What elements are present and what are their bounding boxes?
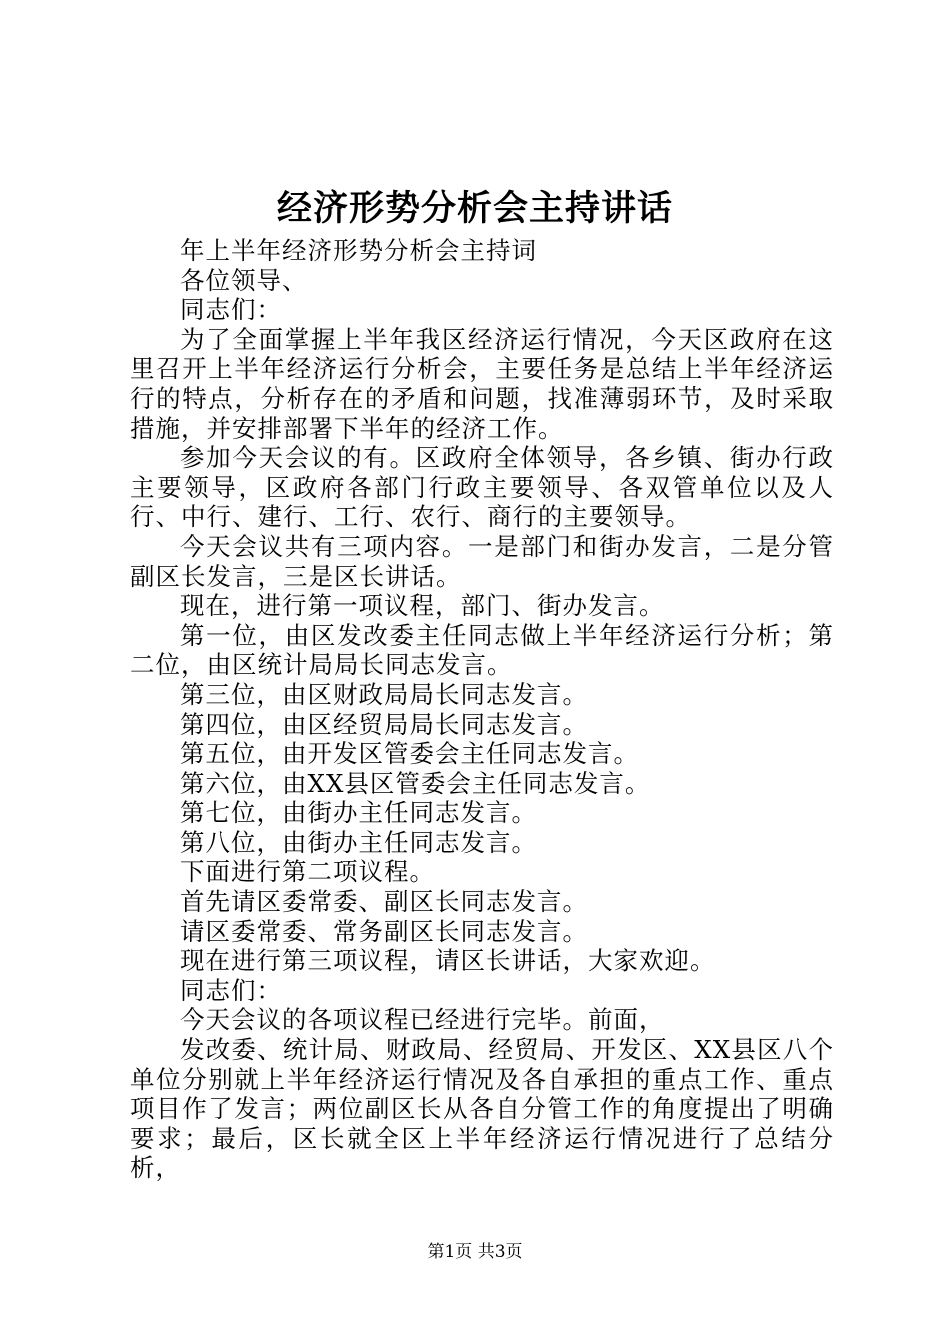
paragraph: 首先请区委常委、副区长同志发言。 <box>180 887 588 917</box>
paragraph: 下面进行第二项议程。 <box>180 857 435 887</box>
paragraph: 第七位，由街办主任同志发言。 <box>180 798 537 828</box>
document-title: 经济形势分析会主持讲话 <box>276 188 673 229</box>
paragraph: 现在，进行第一项议程，部门、街办发言。 <box>180 591 665 621</box>
page-number-footer: 第1页 共3页 <box>427 1242 523 1262</box>
paragraph: 第一位，由区发改委主任同志做上半年经济运行分析；第二位，由区统计局局长同志发言。 <box>130 620 834 680</box>
document-body <box>130 236 834 1183</box>
paragraph: 请区委常委、常务副区长同志发言。 <box>180 916 588 946</box>
paragraph: 各位领导、 <box>180 265 308 295</box>
paragraph: 今天会议共有三项内容。一是部门和街办发言，二是分管副区长发言，三是区长讲话。 <box>130 531 834 591</box>
paragraph: 今天会议的各项议程已经进行完毕。前面， <box>180 1005 665 1035</box>
paragraph: 同志们： <box>180 975 282 1005</box>
paragraph: 发改委、统计局、财政局、经贸局、开发区、XX县区八个单位分别就上半年经济运行情况及各自承担的重点工作、重点项目作了发言；两位副区长从各自分管工作的角度提出了明确要求；最后，区长就全区上半年经济运行情况进行了总结分析， <box>130 1035 834 1183</box>
paragraph: 第五位，由开发区管委会主任同志发言。 <box>180 739 639 769</box>
paragraph: 年上半年经济形势分析会主持词 <box>180 236 537 265</box>
paragraph: 参加今天会议的有。区政府全体领导，各乡镇、街办行政主要领导，区政府各部门行政主要领导、各双管单位以及人行、中行、建行、工行、农行、商行的主要领导。 <box>130 443 834 532</box>
paragraph: 第三位，由区财政局局长同志发言。 <box>180 679 588 709</box>
paragraph: 第四位，由区经贸局局长同志发言。 <box>180 709 588 739</box>
paragraph: 为了全面掌握上半年我区经济运行情况，今天区政府在这里召开上半年经济运行分析会，主要任务是总结上半年经济运行的特点，分析存在的矛盾和问题，找准薄弱环节，及时采取措施，并安排部署下半年的经济工作。 <box>130 324 834 443</box>
paragraph: 现在进行第三项议程，请区长讲话，大家欢迎。 <box>180 946 716 976</box>
paragraph: 同志们： <box>180 295 282 325</box>
paragraph: 第六位，由XX县区管委会主任同志发言。 <box>180 768 651 798</box>
paragraph: 第八位，由街办主任同志发言。 <box>180 827 537 857</box>
